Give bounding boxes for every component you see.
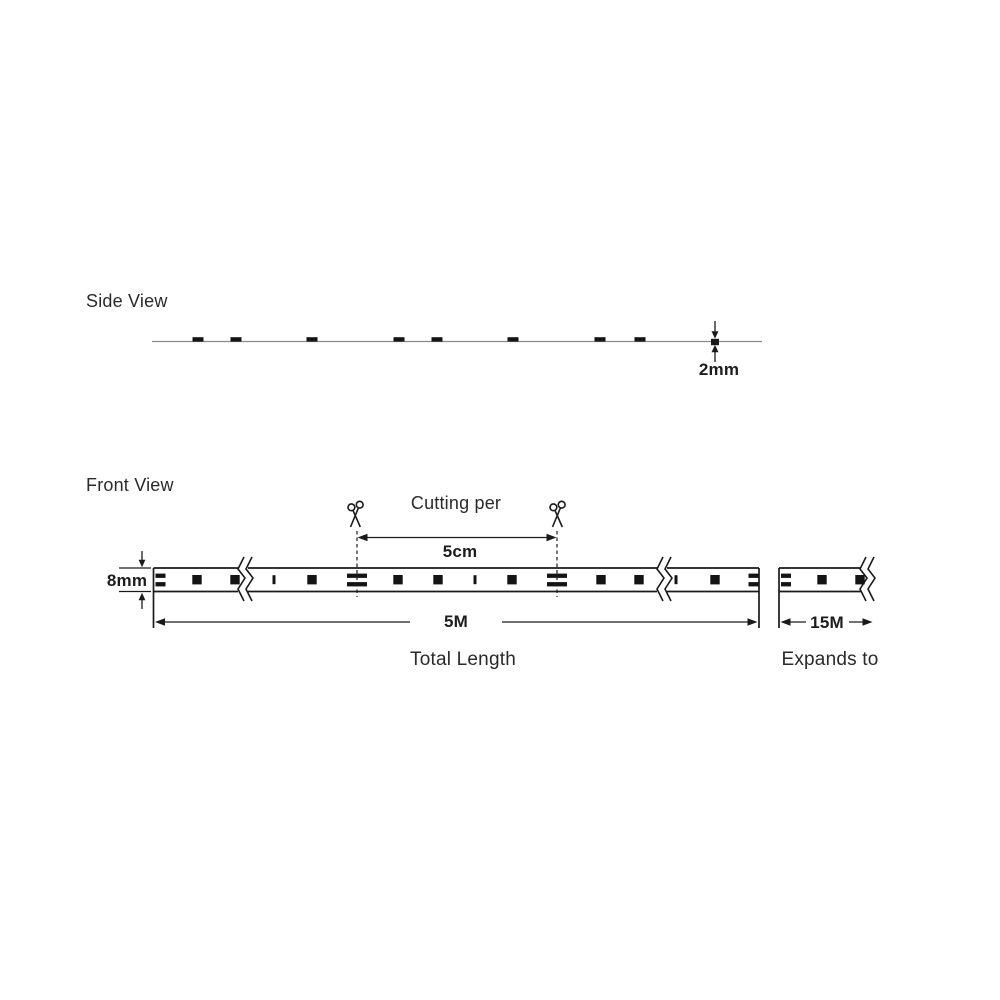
end-pad	[156, 582, 166, 586]
led-chip	[595, 337, 606, 341]
led-chip	[817, 575, 826, 584]
led-chip	[710, 575, 719, 584]
led-chip	[855, 575, 864, 584]
height-value-label: 8mm	[106, 571, 148, 590]
led-chip	[507, 575, 516, 584]
arrow-head-down	[712, 331, 719, 338]
led-chip	[231, 337, 242, 341]
cutting-dimension	[358, 534, 557, 541]
arrow-head-down	[139, 560, 146, 568]
arrow-head-up	[139, 593, 146, 601]
end-pad	[749, 574, 759, 578]
led-chip	[596, 575, 605, 584]
led-chip	[230, 575, 239, 584]
thickness-marker	[711, 339, 719, 345]
zigzag-break-icon	[657, 557, 672, 601]
led-chip	[433, 575, 442, 584]
total-length-label: Total Length	[410, 649, 516, 670]
arrow-head-left	[781, 618, 791, 625]
led-chip	[508, 337, 519, 341]
expands-value-label: 15M	[810, 613, 844, 632]
resistor-mark	[474, 575, 477, 584]
side-view-title: Side View	[86, 291, 168, 311]
front-view-title: Front View	[86, 475, 174, 495]
arrow-head-left	[358, 534, 368, 541]
cut-lines	[357, 531, 557, 597]
cutting-per-label: Cutting per	[410, 493, 502, 513]
led-chip	[394, 337, 405, 341]
arrow-head-left	[155, 618, 165, 625]
led-chip	[634, 575, 643, 584]
led-chip	[192, 575, 201, 584]
end-pad	[781, 582, 791, 586]
arrow-head-right	[863, 618, 873, 625]
scissors-icon	[550, 501, 565, 527]
led-chip	[193, 337, 204, 341]
scissors-icon	[348, 501, 363, 527]
total-length-value-label: 5M	[443, 612, 469, 631]
end-pad	[156, 574, 166, 578]
thickness-value-label: 2mm	[698, 360, 740, 379]
front-view-led-chips	[192, 575, 864, 584]
cutting-interval-value-label: 5cm	[442, 542, 478, 561]
component-marks	[273, 575, 678, 584]
resistor-mark	[273, 575, 276, 584]
end-pad	[749, 582, 759, 586]
led-chip	[307, 575, 316, 584]
led-chip	[307, 337, 318, 341]
arrow-head-up	[712, 345, 719, 352]
expands-label: Expands to	[781, 649, 879, 670]
led-chip	[432, 337, 443, 341]
led-chip	[393, 575, 402, 584]
thickness-dimension	[711, 321, 719, 362]
resistor-mark	[675, 575, 678, 584]
zigzag-break-icon	[238, 557, 253, 601]
arrow-head-right	[748, 618, 758, 625]
led-chip	[635, 337, 646, 341]
end-pad	[781, 574, 791, 578]
arrow-head-right	[547, 534, 557, 541]
